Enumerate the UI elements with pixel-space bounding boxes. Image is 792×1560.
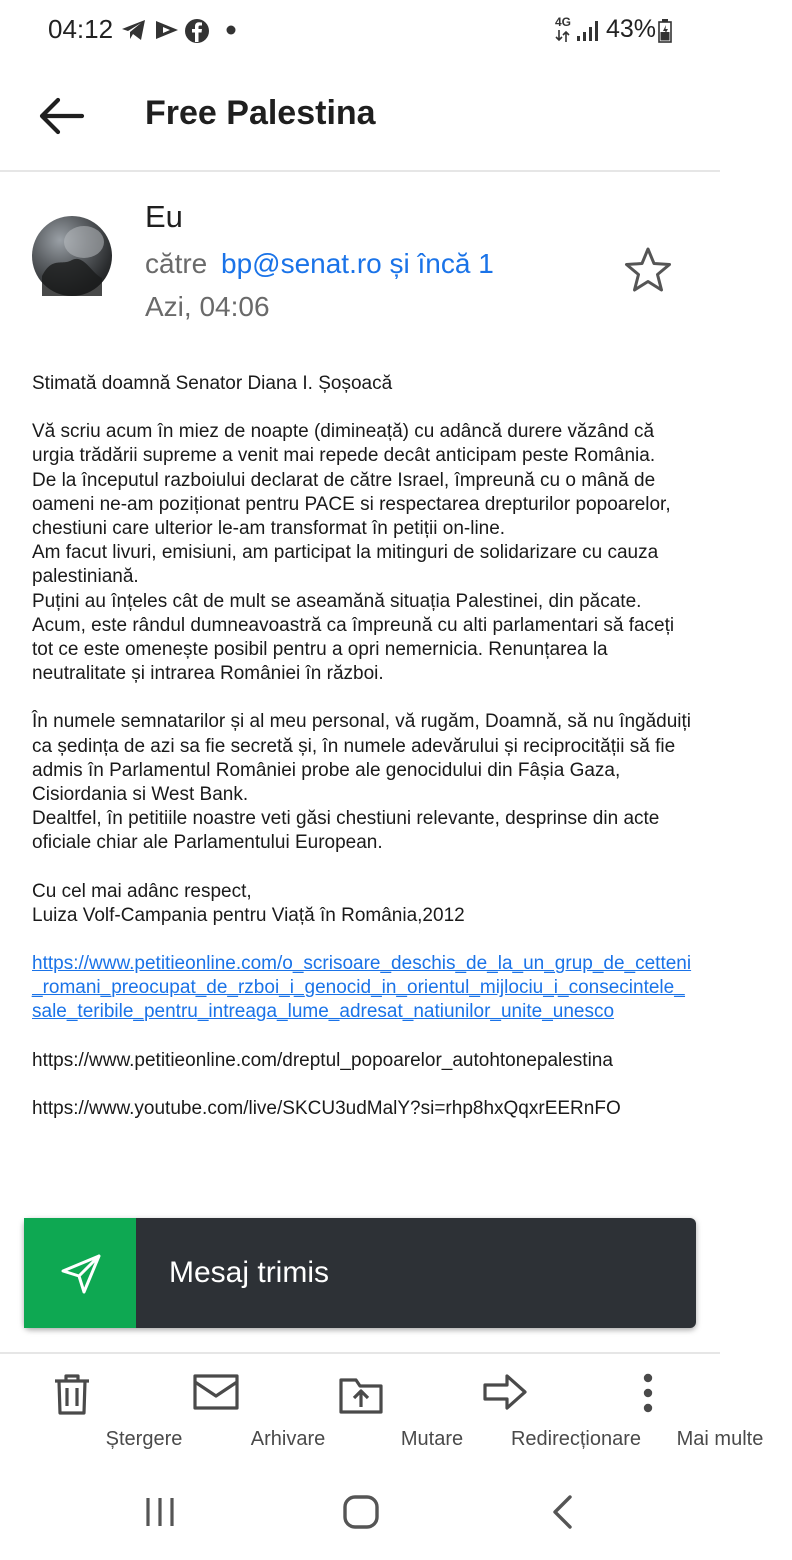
avatar-photo xyxy=(32,216,112,296)
body-line: Am facut livuri, emisiuni, am participat la mitinguri de solidarizare cu cauza palestiniană. xyxy=(32,542,659,588)
youtube-icon xyxy=(153,18,181,42)
move-button[interactable] xyxy=(288,1354,464,1464)
toast-icon-box xyxy=(24,1218,136,1328)
signal-icon xyxy=(576,20,600,42)
archive-icon xyxy=(192,1372,240,1412)
closing-line: Cu cel mai adânc respect, xyxy=(32,880,252,902)
forward-label: Redirecționare xyxy=(510,1428,642,1450)
system-nav-bar xyxy=(0,1464,720,1560)
body-line: Puțini au înțeles cât de mult se aseamănă situația Palestinei, din păcate. xyxy=(32,590,642,612)
greeting: Stimată doamnă Senator Diana I. Șoșoacă xyxy=(32,373,393,394)
back-nav-icon[interactable] xyxy=(550,1494,574,1530)
youtube-url: https://www.youtube.com/live/SKCU3udMalY?si=rhp8hxQqxrEERnFO xyxy=(32,1097,621,1119)
sent-time: Azi, 04:06 xyxy=(145,291,270,322)
forward-arrow-icon xyxy=(482,1372,528,1412)
petition-link[interactable]: https://www.petitieonline.com/o_scrisoare_deschis_de_la_un_grup_de_cetteni_romani_preocupat_de_rzboi_i_genocid_in_orientul_mijlociu_i_consecintele_sale_teribile_pentru_intreaga_lume_adresat_natiunilor_unite_unesco xyxy=(32,953,692,1023)
network-type: 4G xyxy=(555,15,572,29)
to-prefix: către xyxy=(145,248,208,279)
body-line: În numele semnatarilor și al meu personal, vă rugăm, Doamnă, să nu îngăduiți ca ședința de azi sa fie secretă și, în numele adevărului și reciprocității să fie admis în Parlamentul României probe ale genocidului din Fâșia Gaza, Cisiordania si West Bank. xyxy=(32,711,692,806)
battery-icon xyxy=(658,19,672,43)
forward-button[interactable] xyxy=(432,1354,642,1464)
app-bar xyxy=(0,62,720,172)
status-time: 04:12 xyxy=(48,14,114,44)
dot-icon xyxy=(225,24,237,36)
body-line: Vă scriu acum în miez de noapte (dimineață) cu adâncă durere văzând că urgia trădării supreme a venit mai repede decât anticipam peste România. xyxy=(32,421,656,467)
archive-button[interactable] xyxy=(144,1354,326,1464)
body-line: Dealtfel, în petitiile noastre veti găsi chestiuni relevante, desprinse din acte oficiale chiar ale Parlamentului European. xyxy=(32,808,660,854)
trash-icon xyxy=(52,1372,92,1416)
signature-line: Luiza Volf-Campania pentru Viață în România,2012 xyxy=(32,904,465,926)
move-folder-icon xyxy=(338,1372,384,1416)
toast-text: Mesaj trimis xyxy=(169,1256,330,1289)
petition-url: https://www.petitieonline.com/dreptul_popoarelor_autohtonepalestina xyxy=(32,1049,613,1071)
home-icon[interactable] xyxy=(342,1494,380,1530)
telegram-icon xyxy=(120,18,148,42)
more-button[interactable] xyxy=(576,1354,764,1464)
email-body xyxy=(32,372,692,1121)
move-label: Mutare xyxy=(400,1428,464,1450)
sent-toast xyxy=(24,1218,696,1328)
body-line: De la începutul razboiului declarat de către Israel, împreună cu o mână de oameni ne-am poziționat pentru PACE si respectarea drepturilor popoarelor, chestiuni care ulterior le-am transformat în petiții on-line. xyxy=(32,469,671,540)
recipients-link[interactable]: bp@senat.ro și încă 1 xyxy=(221,248,494,279)
sender-name[interactable]: Eu xyxy=(145,199,183,234)
battery-percent: 43% xyxy=(606,15,657,43)
archive-label: Arhivare xyxy=(250,1428,326,1450)
status-bar xyxy=(0,0,720,62)
body-line: Acum, este rândul dumneavoastră ca împreună cu alti parlamentari să faceți tot ce este omenește posibil pentru a opri nemernicia. Renunțarea la neutralitate și intrarea României în război. xyxy=(32,614,675,685)
more-label: Mai multe xyxy=(676,1428,764,1450)
data-arrows-icon xyxy=(556,30,570,42)
bottom-toolbar xyxy=(0,1352,764,1466)
facebook-icon xyxy=(184,18,210,44)
arrow-left-icon xyxy=(36,92,88,140)
delete-button[interactable] xyxy=(0,1354,183,1464)
delete-label: Ștergere xyxy=(105,1428,183,1450)
back-button[interactable] xyxy=(36,92,88,140)
more-vert-icon xyxy=(638,1372,658,1414)
email-subject: Free Palestina xyxy=(145,94,376,132)
avatar[interactable] xyxy=(32,216,112,296)
star-outline-icon xyxy=(622,244,674,296)
send-icon xyxy=(60,1253,102,1295)
star-button[interactable] xyxy=(622,244,674,296)
recent-apps-icon[interactable] xyxy=(144,1496,176,1528)
